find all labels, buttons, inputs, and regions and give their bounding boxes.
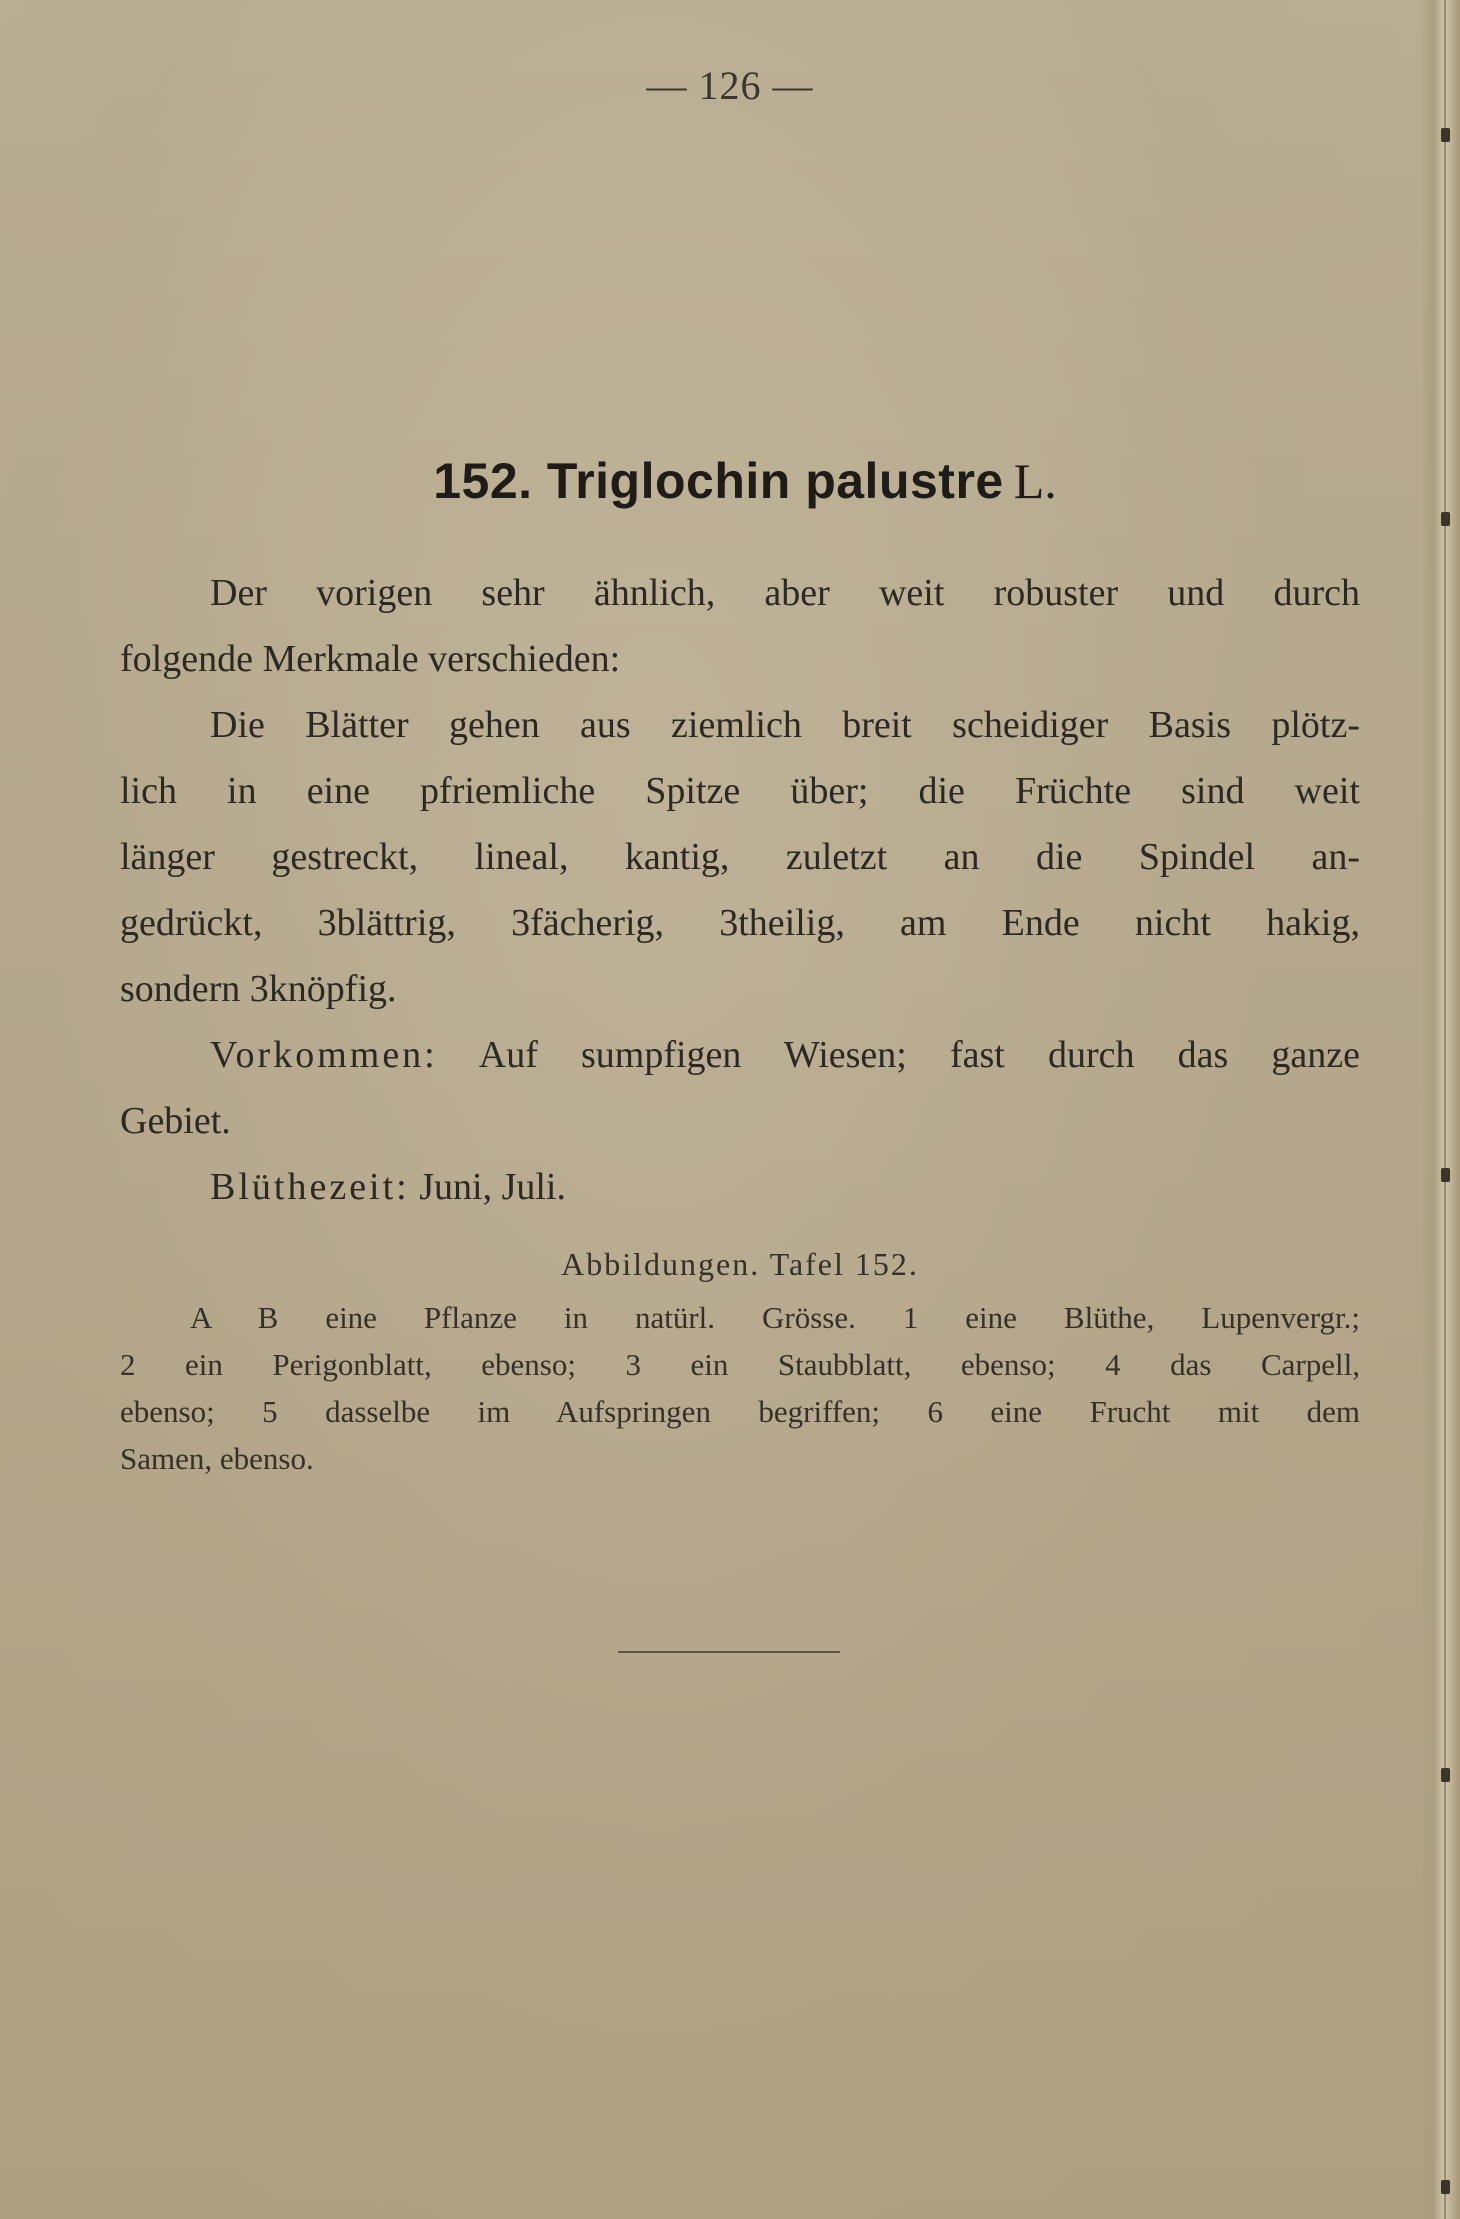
edge-mark: [1441, 2180, 1450, 2194]
vorkommen-line: [120, 1022, 1360, 1088]
body-line: Der vorigen sehr ähnlich, aber weit robuster und durch: [210, 572, 1360, 614]
caption-line: A B eine Pflanze in natürl. Grösse. 1 eine Blüthe, Lupenvergr.;: [190, 1300, 1360, 1335]
vorkommen-label: Vorkommen:: [210, 1034, 438, 1076]
page-number: — 126 —: [646, 63, 814, 108]
body-line: folgende Merkmale verschieden:: [120, 638, 621, 680]
bluethezeit-label: Blüthezeit:: [210, 1166, 410, 1208]
bluethezeit-text: Juni, Juli.: [419, 1166, 566, 1208]
species-heading: [0, 452, 1460, 510]
body-line: länger gestreckt, lineal, kantig, zuletzt an die Spindel an-: [120, 836, 1360, 878]
edge-mark: [1441, 512, 1450, 526]
page-edge-line: [1444, 0, 1446, 2219]
edge-mark: [1441, 1168, 1450, 1182]
page-edge: [1420, 0, 1460, 2219]
edge-mark: [1441, 1768, 1450, 1782]
caption-title: Abbildungen. Tafel 152.: [561, 1246, 919, 1282]
body-line: lich in eine pfriemliche Spitze über; die Früchte sind weit: [120, 770, 1360, 812]
section-end-rule: [618, 1651, 840, 1653]
vorkommen-continuation: Gebiet.: [120, 1100, 231, 1142]
caption-line: Samen, ebenso.: [120, 1441, 314, 1476]
species-description: [120, 560, 1360, 1220]
figure-caption: [120, 1238, 1360, 1482]
vorkommen-text: Auf sumpfigen Wiesen; fast durch das ganze: [478, 1034, 1360, 1076]
bluethezeit-line: [120, 1154, 1360, 1220]
edge-mark: [1441, 128, 1450, 142]
species-author: L.: [1013, 453, 1057, 509]
body-line: gedrückt, 3blättrig, 3fächerig, 3theilig, am Ende nicht hakig,: [120, 902, 1360, 944]
species-title: 152. Triglochin palustre: [433, 453, 1004, 509]
caption-line: ebenso; 5 dasselbe im Aufspringen begriffen; 6 eine Frucht mit dem: [120, 1394, 1360, 1429]
caption-line: 2 ein Perigonblatt, ebenso; 3 ein Staubblatt, ebenso; 4 das Carpell,: [120, 1347, 1360, 1382]
body-line: Die Blätter gehen aus ziemlich breit scheidiger Basis plötz-: [210, 704, 1360, 746]
body-line: sondern 3knöpfig.: [120, 968, 397, 1010]
